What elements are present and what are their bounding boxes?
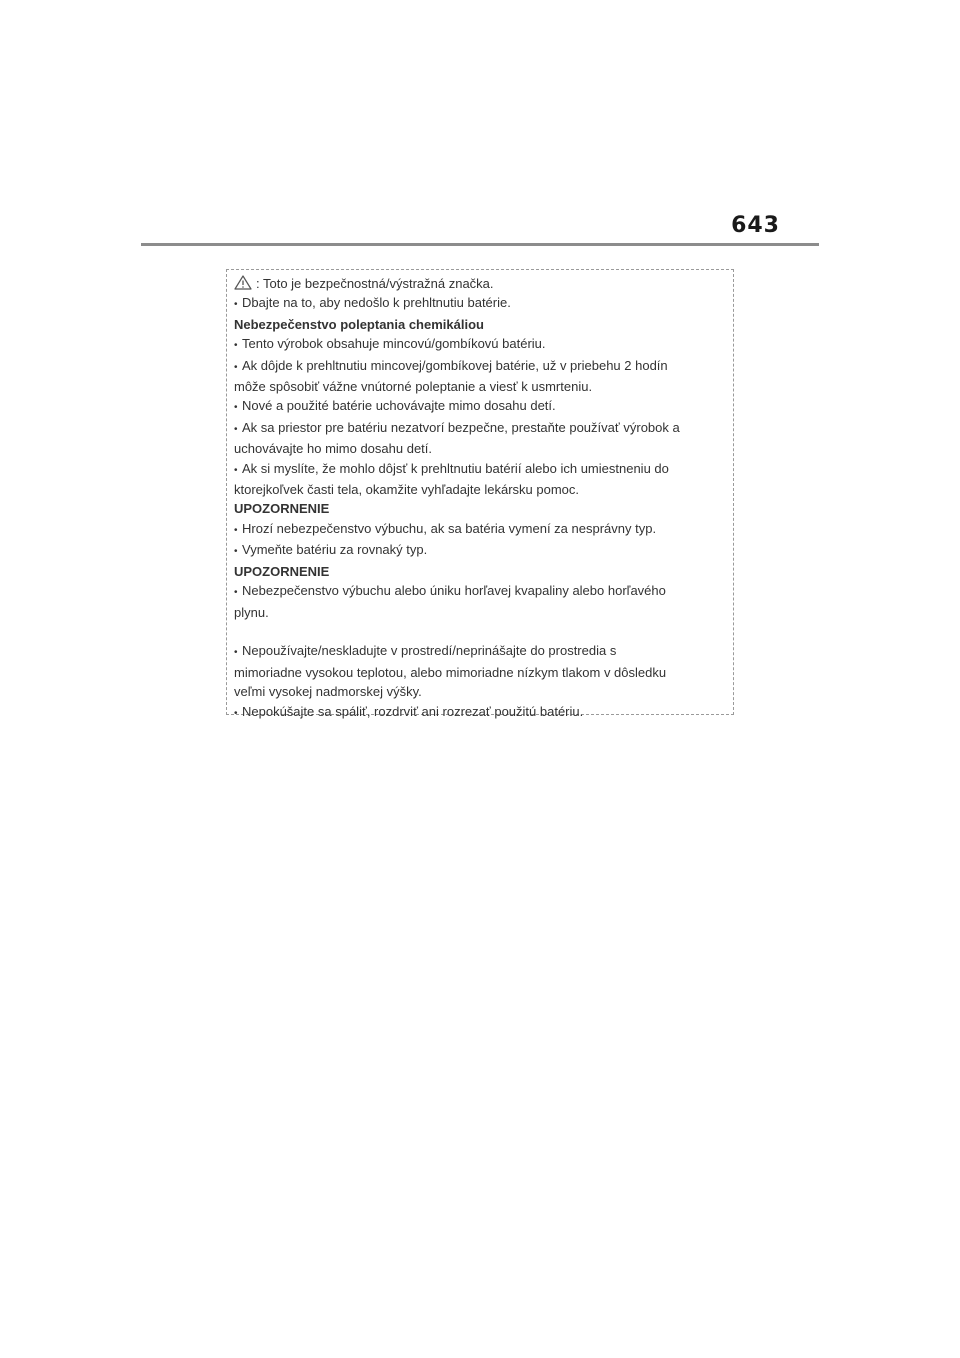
bullet-dot-icon: • — [234, 340, 238, 352]
bullet-item — [234, 540, 733, 561]
bullet-text: Hrozí nebezpečenstvo výbuchu, ak sa batéria vymení za nesprávny typ. — [242, 520, 657, 536]
battery-warning-label — [226, 269, 734, 719]
bullet-item — [234, 356, 733, 377]
bullet-text: Ak sa priestor pre batériu nezatvorí bezpečne, prestaňte používať výrobok a — [242, 419, 680, 435]
bullet-text: Tento výrobok obsahuje mincovú/gombíkovú batériu. — [242, 336, 546, 352]
bullet-item — [234, 641, 733, 662]
bullet-item — [234, 459, 733, 480]
bullet-text: Nebezpečenstvo výbuchu alebo úniku horľavej kvapaliny alebo horľavého — [242, 583, 666, 599]
bullet-text: Nepokúšajte sa spáliť, rozdrviť ani rozrezať použitú batériu. — [242, 703, 584, 719]
bullet-dot-icon: • — [234, 402, 238, 414]
bullet-dot-icon: • — [234, 647, 238, 659]
continuation-line: uchovávajte ho mimo dosahu detí. — [234, 441, 433, 457]
bullet-item — [234, 334, 733, 355]
bullet-item — [234, 418, 733, 439]
continuation-line: veľmi vysokej nadmorskej výšky. — [234, 684, 422, 700]
bullet-text: Dbajte na to, aby nedošlo k prehltnutiu batérie. — [242, 295, 511, 311]
header-rule — [141, 243, 819, 246]
bullet-item — [234, 581, 733, 602]
bullet-dot-icon: • — [234, 423, 238, 435]
continuation-line: plynu. — [234, 604, 269, 620]
bullet-dot-icon: • — [234, 707, 238, 719]
warning-lines — [234, 293, 733, 723]
bullet-dot-icon: • — [234, 299, 238, 311]
bullet-item — [234, 519, 733, 540]
bullet-text: Nové a použité batérie uchovávajte mimo dosahu detí. — [242, 398, 556, 414]
continuation-line: mimoriadne vysokou teplotou, alebo mimoriadne nízkym tlakom v dôsledku — [234, 664, 667, 680]
warning-intro-text: : Toto je bezpečnostná/výstražná značka. — [256, 276, 494, 291]
section-heading: Nebezpečenstvo poleptania chemikáliou — [234, 316, 484, 332]
bullet-dot-icon: • — [234, 361, 238, 373]
section-heading: UPOZORNENIE — [234, 501, 330, 517]
bullet-dot-icon: • — [234, 524, 238, 536]
section-heading: UPOZORNENIE — [234, 563, 330, 579]
bullet-dot-icon: • — [234, 546, 238, 558]
page-number: 643 — [731, 213, 780, 238]
bullet-text: Nepoužívajte/neskladujte v prostredí/neprinášajte do prostredia s — [242, 643, 617, 659]
bullet-text: Ak dôjde k prehltnutiu mincovej/gombíkovej batérie, už v priebehu 2 hodín — [242, 357, 668, 373]
bullet-item — [234, 293, 733, 314]
blank-line — [234, 622, 733, 641]
bullet-item — [234, 702, 733, 723]
warning-intro-line — [234, 274, 733, 293]
warning-triangle-icon — [234, 275, 252, 290]
bullet-text: Ak si myslíte, že mohlo dôjsť k prehltnutiu batérií alebo ich umiestneniu do — [242, 460, 669, 476]
bullet-dot-icon: • — [234, 464, 238, 476]
bullet-text: Vymeňte batériu za rovnaký typ. — [242, 542, 428, 558]
continuation-line: môže spôsobiť vážne vnútorné poleptanie a viesť k usmrteniu. — [234, 379, 593, 395]
bullet-item — [234, 396, 733, 417]
continuation-line: ktorejkoľvek časti tela, okamžite vyhľadajte lekársku pomoc. — [234, 482, 580, 498]
bullet-dot-icon: • — [234, 587, 238, 599]
